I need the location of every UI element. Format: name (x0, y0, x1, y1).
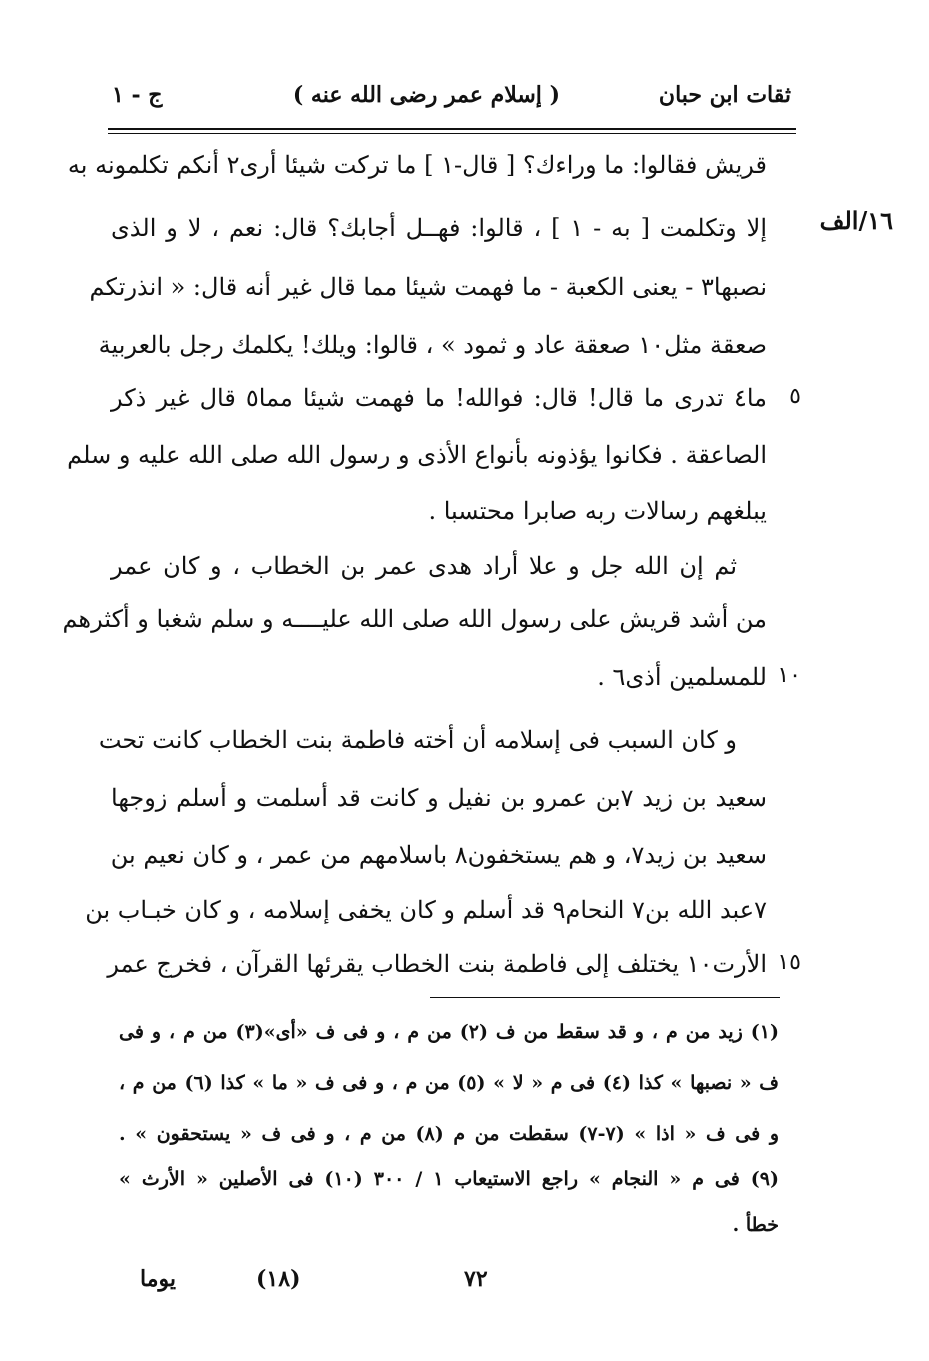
body-line: الأرت١٠ يختلف إلى فاطمة بنت الخطاب يقرئها القرآن ، فخرج عمر (107, 950, 767, 978)
footnote-rule (430, 997, 780, 998)
body-line: إلا وتكلمت [ به - ١ ] ، قالوا: فهــل أجابك؟ قال: نعم ، لا و الذى (111, 214, 768, 242)
body-line: للمسلمين أذى٦ . (597, 663, 767, 691)
body-line: يبلغهم رسالات ربه صابرا محتسبا . (428, 497, 767, 525)
body-line: الصاعقة . فكانوا يؤذونه بأنواع الأذى و رسول الله صلى الله عليه و سلم (67, 441, 767, 469)
running-head-book-title: ثقات ابن حبان (658, 82, 791, 108)
body-line: سعيد بن زيد٧، و هم يستخفون٨ باسلامهم من عمر ، و كان نعيم بن (110, 841, 767, 869)
header-rule-thin (108, 133, 796, 134)
body-line: ثم إن الله جل و علا أراد هدى عمر بن الخطاب ، و كان عمر (111, 552, 737, 580)
body-line: نصبها٣ - يعنى الكعبة - ما فهمت شيئا مما قال غير أنه قال: « انذرتكم (89, 273, 767, 301)
line-number: ٥ (789, 384, 801, 409)
manuscript-folio-note: ١٦/الف (819, 206, 893, 235)
line-number: ١٠ (777, 663, 801, 688)
header-rule (108, 128, 796, 130)
body-line: صعقة مثل١٠ صعقة عاد و ثمود » ، قالوا: ويلك! يكلمك رجل بالعربية (98, 331, 767, 359)
footnote-line: (٩) فى م « النجام » راجع الاستيعاب ١ / ٣٠٠ (١٠) فى الأصلين « الأرث » (119, 1168, 779, 1190)
page-number: ٧٢ (464, 1266, 488, 1292)
running-head-volume: ج - ١ (112, 82, 163, 108)
body-line: ما٤ تدرى ما قال! قال: فوالله! ما فهمت شيئا مما٥ قال غير ذكر (111, 384, 767, 412)
footnote-line: و فى ف « اذا » (٧-٧) سقطت من م (٨) من م ، و فى ف « يستحقون » . (119, 1123, 779, 1145)
signature-mark: (١٨) (256, 1266, 301, 1292)
body-line: ٧عبد الله بن٧ النحام٩ قد أسلم و كان يخفى إسلامه ، و كان خبـاب بن (85, 896, 767, 924)
body-line: و كان السبب فى إسلامه أن أخته فاطمة بنت الخطاب كانت تحت (98, 726, 737, 754)
catchword: يوما (140, 1266, 176, 1292)
footnote-line: ف « نصبها » كذا (٤) فى م « لا » (٥) من م ، و فى ف « ما » كذا (٦) من م ، (119, 1072, 780, 1094)
body-line: قريش فقالوا: ما وراءك؟ [ قال-١ ] ما تركت شيئا أرى٢ أنكم تكلمونه به (67, 151, 767, 179)
running-head-section-title: ( إسلام عمر رضى الله عنه ) (292, 82, 560, 108)
line-number: ١٥ (777, 950, 801, 975)
body-line: من أشد قريش على رسول الله صلى الله عليــــه و سلم شغبا و أكثرهم (62, 605, 767, 633)
footnote-line: (١) زيد من م ، و قد سقط من ف (٢) من م ، و فى ف «أى»(٣) من م ، و فى (119, 1021, 780, 1043)
footnote-line: خطأ . (732, 1214, 779, 1236)
body-line: سعيد بن زيد ٧بن عمرو بن نفيل و كانت قد أسلمت و أسلم زوجها (111, 784, 768, 812)
